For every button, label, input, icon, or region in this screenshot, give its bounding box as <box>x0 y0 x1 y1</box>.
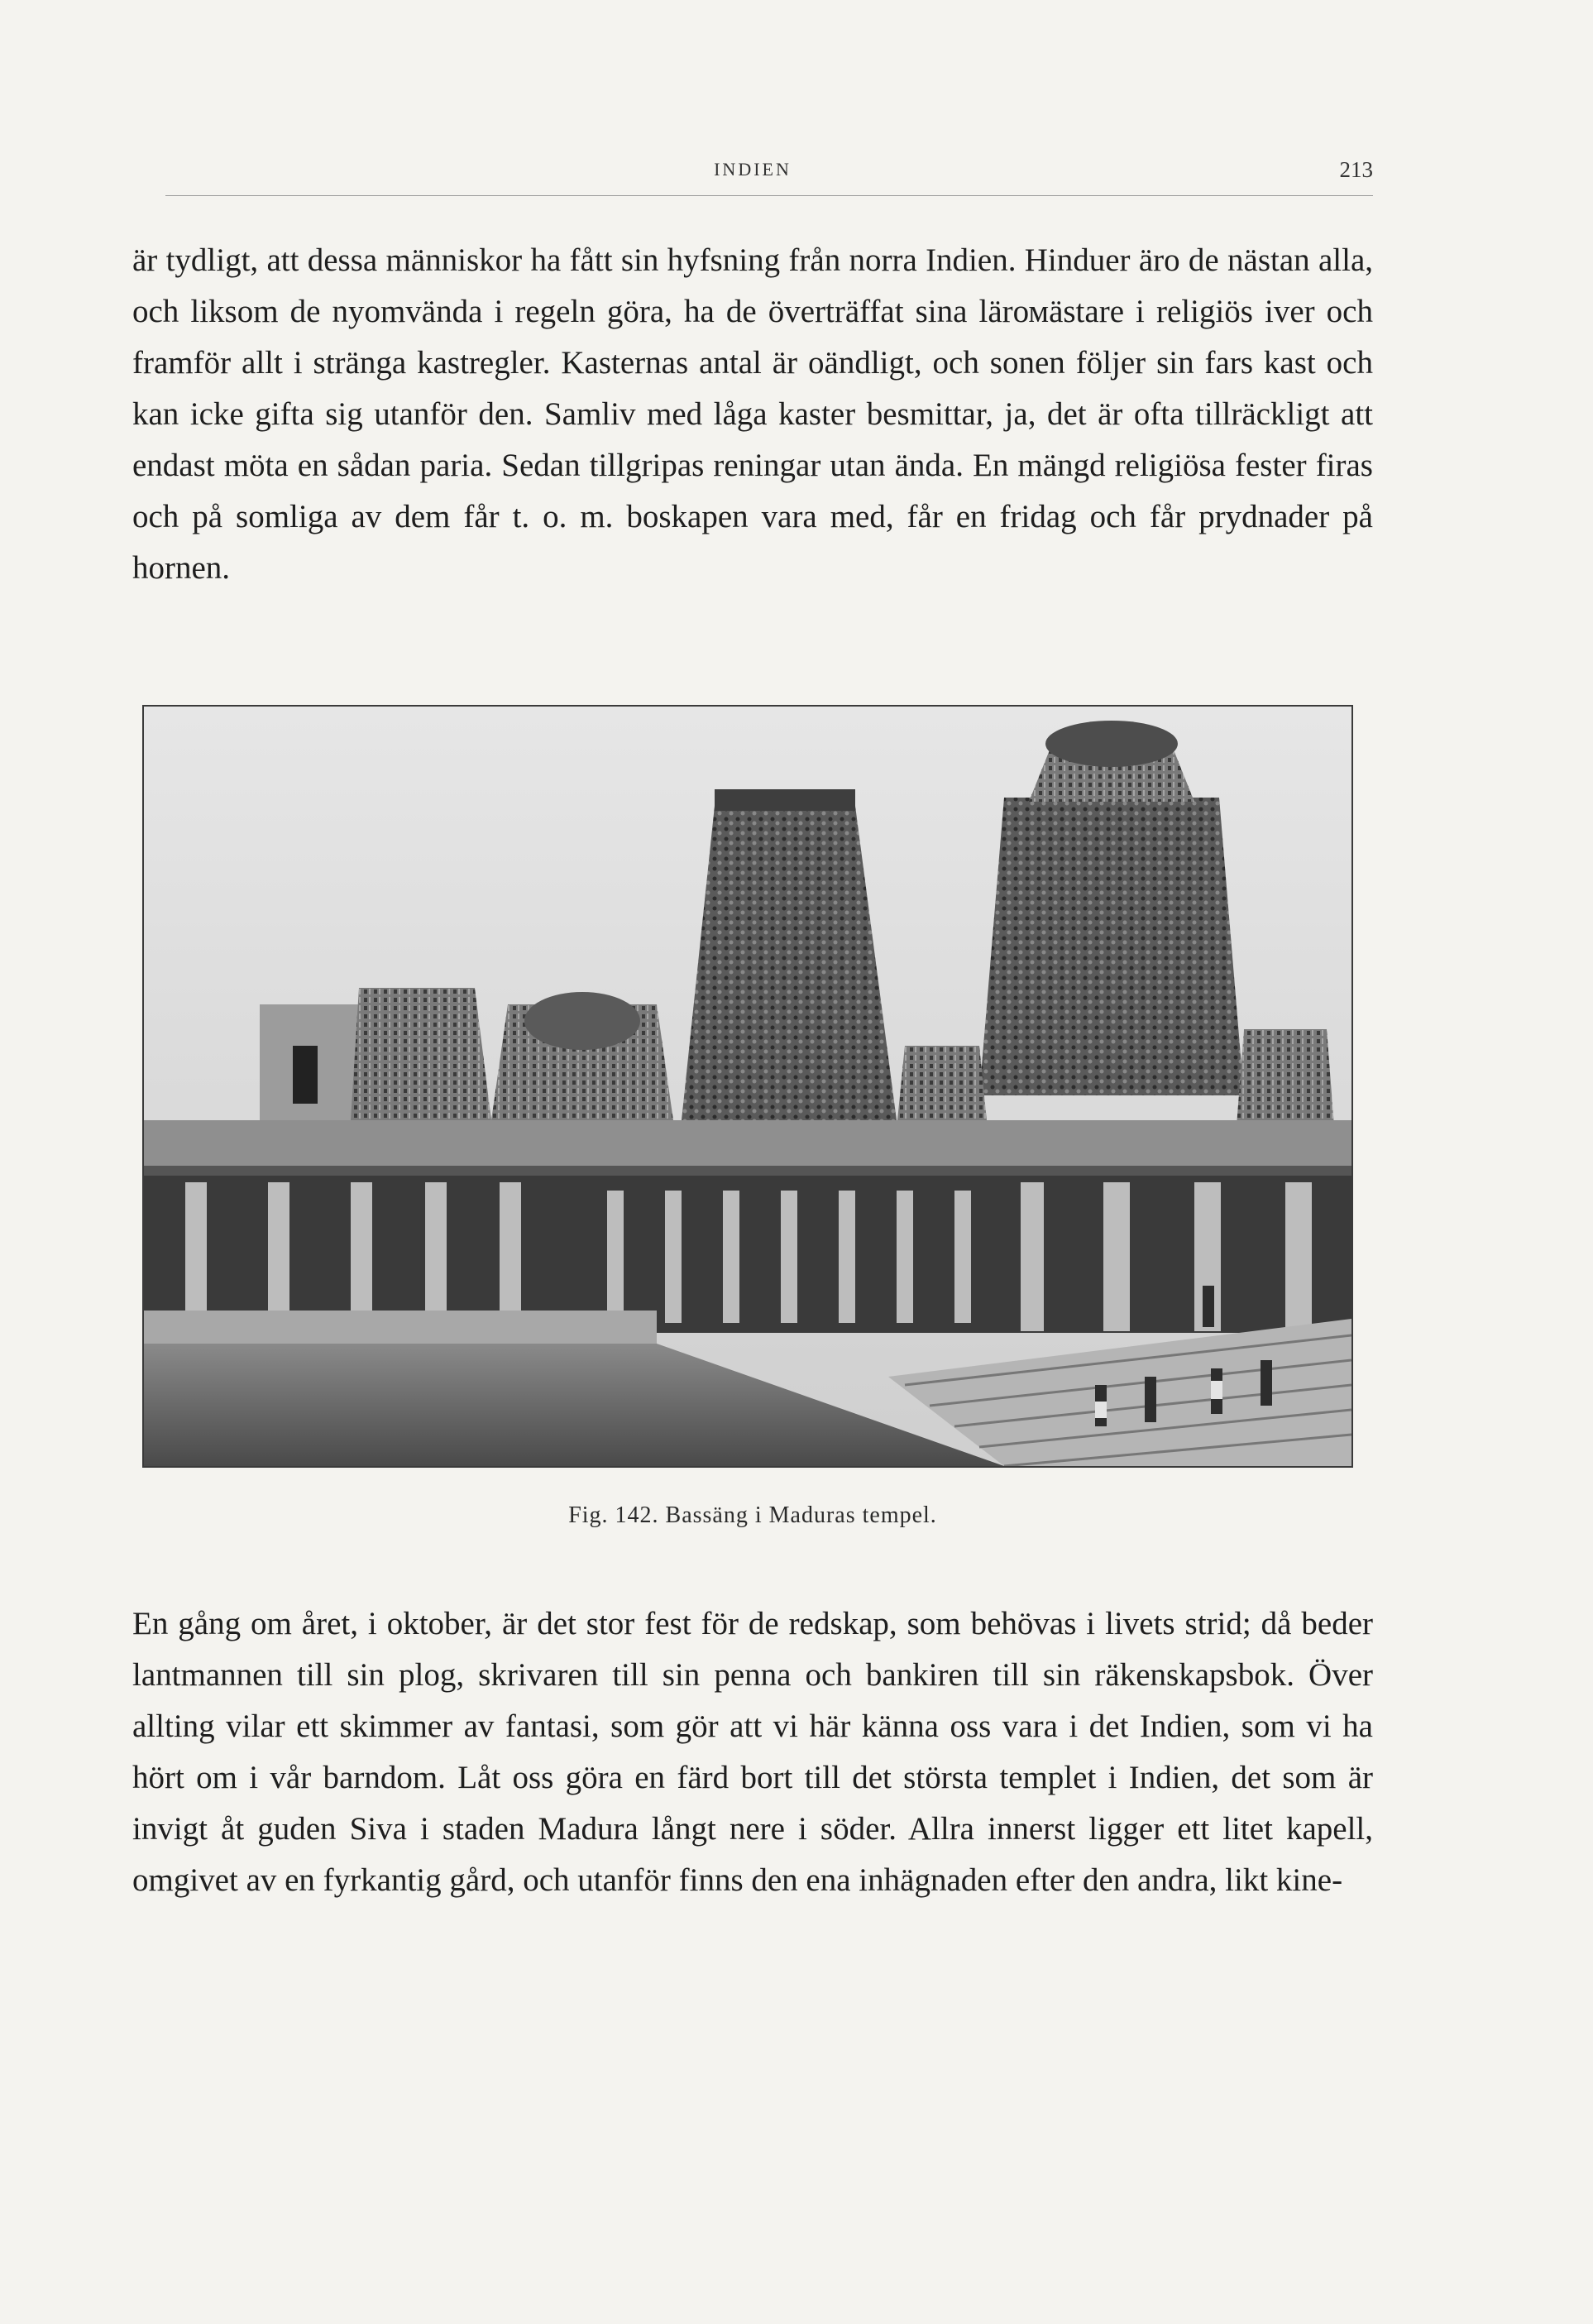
page-number: 213 <box>1339 157 1373 182</box>
temple-photograph <box>142 705 1353 1468</box>
paragraph-1: är tydligt, att dessa människor ha fått sin hyfsning från norra Indien. Hinduer äro de nästan alla, och liksom de nyomvända i regeln göra, ha de överträffat sina lärомästare i religiös iver och framför allt i stränga kastregler. Kasternas antal är oändligt, och sonen följer sin fars kast och kan icke gifta sig utanför den. Samliv med låga kaster besmittar, ja, det är ofta tillräckligt att endast möta en sådan paria. Sedan tillgripas reningar utan ända. En mängd religiösa fester firas och på somliga av dem får t. o. m. boskapen vara med, får en fridag och får prydnader på hornen. <box>132 242 1373 586</box>
figure-caption: Fig. 142. Bassäng i Maduras tempel. <box>568 1502 937 1528</box>
temple-illustration <box>144 707 1351 1466</box>
running-head: INDIEN <box>714 159 792 180</box>
paragraph-2: En gång om året, i oktober, är det stor fest för de redskap, som behövas i livets strid; då beder lantmannen till sin plog, skrivaren till sin penna och bankiren till sin räkenskapsbok. Över allting vilar ett skimmer av fantasi, som gör att vi här känna oss vara i det Indien, som vi ha hört om i vår barndom. Låt oss göra en färd bort till det största templet i Indien, det som är invigt åt guden Siva i staden Madura långt nere i söder. Allra innerst ligger ett litet kapell, omgivet av en fyrkantig gård, och utanför finns den ena inhägnaden efter den andra, likt kine- <box>132 1606 1373 1898</box>
page-header <box>132 156 1373 189</box>
header-rule <box>165 195 1373 196</box>
